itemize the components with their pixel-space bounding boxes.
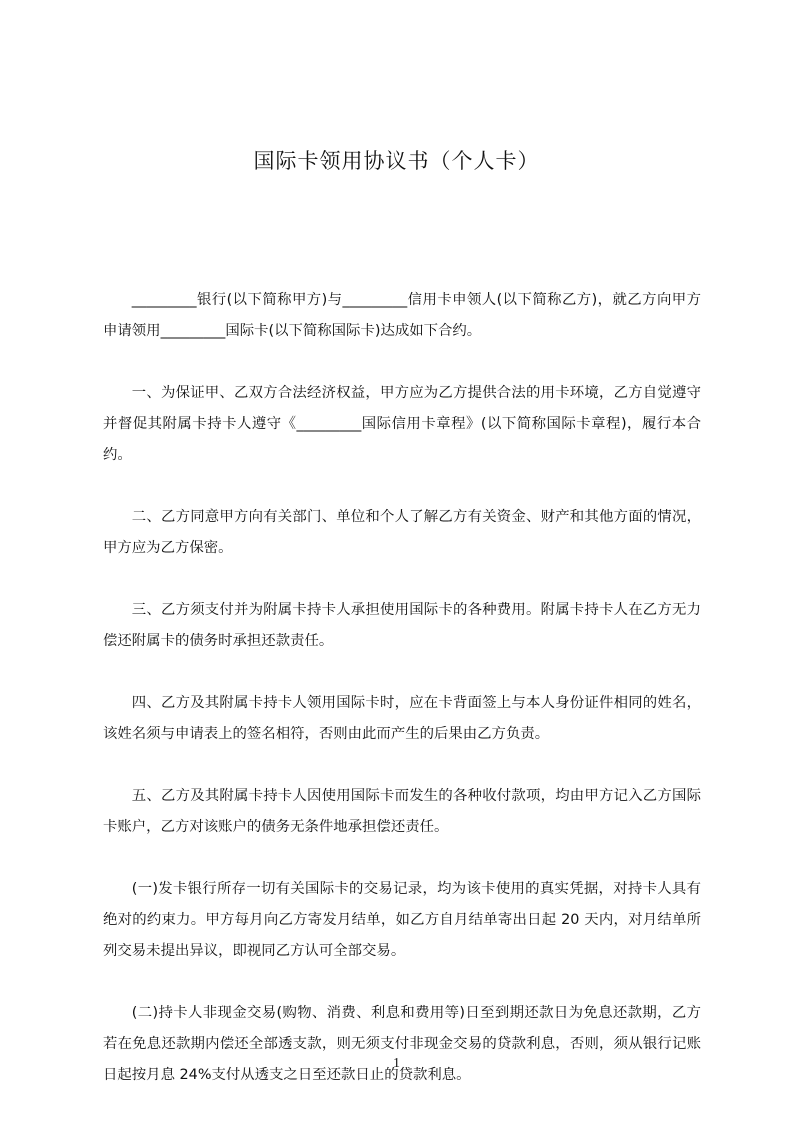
clause-5-sub-1-paragraph: (一)发卡银行所存一切有关国际卡的交易记录，均为该卡使用的真实凭据，对持卡人具有绝对的约束力。甲方每月向乙方寄发月结单，如乙方自月结单寄出日起 20 天内，对月结单所列交易未提出异议，即视同乙方认可全部交易。 [103,881,701,959]
clause-4-paragraph: 四、乙方及其附属卡持卡人领用国际卡时，应在卡背面签上与本人身份证件相同的姓名，该姓名须与申请表上的签名相符，否则由此而产生的后果由乙方负责。 [103,695,701,742]
intro-paragraph: _________银行(以下简称甲方)与_________信用卡申领人(以下简称乙方)，就乙方向甲方申请领用_________国际卡(以下简称国际卡)达成如下合约。 [103,292,701,339]
document-title: 国际卡领用协议书（个人卡） [253,149,540,173]
page-number: 1 [393,1056,400,1071]
clause-3-paragraph: 三、乙方须支付并为附属卡持卡人承担使用国际卡的各种费用。附属卡持卡人在乙方无力偿还附属卡的债务时承担还款责任。 [103,602,701,649]
clause-5-sub-2-paragraph: (二)持卡人非现金交易(购物、消费、利息和费用等)日至到期还款日为免息还款期，乙方若在免息还款期内偿还全部透支款，则无须支付非现金交易的贷款利息，否则，须从银行记账日起按月息 24%支付从透支之日至还款日止的贷款利息。 [103,1005,701,1083]
agreement-body [103,285,701,1122]
clause-2-paragraph: 二、乙方同意甲方向有关部门、单位和个人了解乙方有关资金、财产和其他方面的情况，甲方应为乙方保密。 [103,509,701,556]
clause-1-paragraph: 一、为保证甲、乙双方合法经济权益，甲方应为乙方提供合法的用卡环境，乙方自觉遵守并督促其附属卡持卡人遵守《_________国际信用卡章程》(以下简称国际卡章程)，履行本合约。 [103,385,701,463]
clause-5-paragraph: 五、乙方及其附属卡持卡人因使用国际卡而发生的各种收付款项，均由甲方记入乙方国际卡账户，乙方对该账户的债务无条件地承担偿还责任。 [103,788,701,835]
